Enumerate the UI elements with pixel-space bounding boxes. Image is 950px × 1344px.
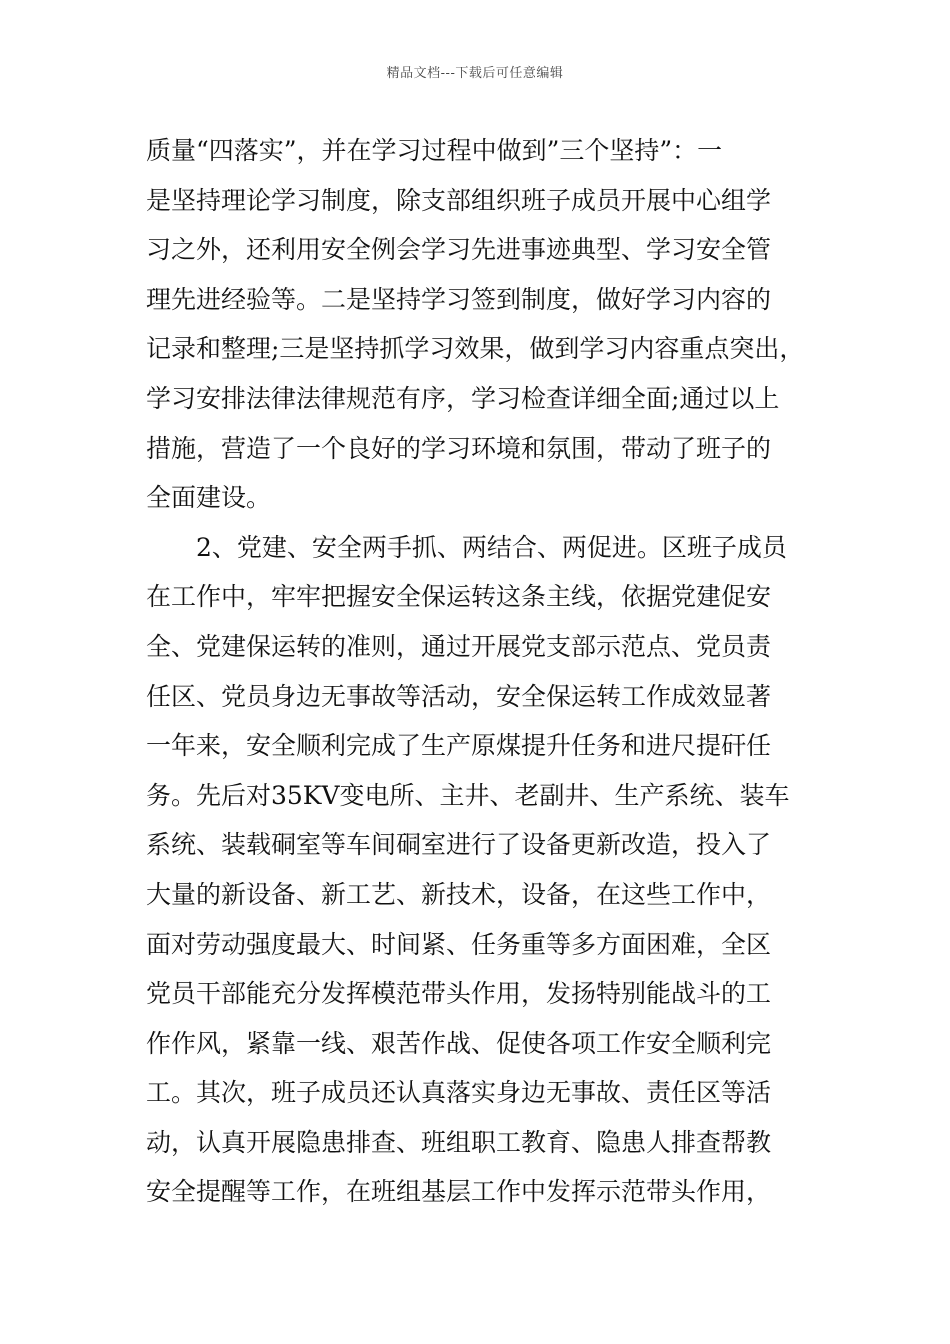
- page-header: 精品文档---下载后可任意编辑: [386, 66, 564, 81]
- text-line: 学习安排法律法律规范有序，学习检查详细全面;通过以上: [146, 383, 780, 413]
- text-line: 大量的新设备、新工艺、新技术，设备，在这些工作中，: [146, 879, 772, 909]
- text-line: 习之外，还利用安全例会学习先进事迹典型、学习安全管: [146, 235, 772, 265]
- text-line: 措施，营造了一个良好的学习环境和氛围，带动了班子的: [146, 433, 772, 463]
- text-line: 工。其次，班子成员还认真落实身边无事故、责任区等活: [146, 1078, 772, 1108]
- text-line: 是坚持理论学习制度，除支部组织班子成员开展中心组学: [146, 185, 772, 215]
- text-line: 2、党建、安全两手抓、两结合、两促进。区班子成员: [196, 532, 787, 562]
- text-line: 安全提醒等工作，在班组基层工作中发挥示范带头作用，: [146, 1177, 772, 1207]
- text-line: 在工作中，牢牢把握安全保运转这条主线，依据党建促安: [146, 582, 772, 612]
- text-line: 务。先后对35KV变电所、主井、老副井、生产系统、装车: [146, 780, 790, 810]
- text-line: 党员干部能充分发挥模范带头作用，发扬特别能战斗的工: [146, 979, 772, 1009]
- text-line: 任区、党员身边无事故等活动，安全保运转工作成效显著: [146, 681, 772, 711]
- text-line: 理先进经验等。二是坚持学习签到制度，做好学习内容的: [146, 284, 772, 314]
- text-line: 一年来，安全顺利完成了生产原煤提升任务和进尺提矸任: [146, 731, 772, 761]
- paragraph-1: [146, 126, 810, 523]
- text-line: 系统、装载硐室等车间硐室进行了设备更新改造，投入了: [146, 830, 772, 860]
- text-line: 动，认真开展隐患排查、班组职工教育、隐患人排查帮教: [146, 1127, 772, 1157]
- text-line: 质量“四落实”，并在学习过程中做到”三个坚持”：一: [146, 136, 723, 165]
- text-line: 面对劳动强度最大、时间紧、任务重等多方面困难，全区: [146, 929, 772, 959]
- text-line: 全面建设。: [146, 483, 272, 513]
- text-line: 作作风，紧靠一线、艰苦作战、促使各项工作安全顺利完: [146, 1028, 772, 1058]
- text-line: 记录和整理;三是坚持抓学习效果，做到学习内容重点突出，: [146, 334, 805, 364]
- text-line: 全、党建保运转的准则，通过开展党支部示范点、党员责: [146, 631, 772, 661]
- document-body: [146, 126, 810, 1217]
- paragraph-2: [146, 523, 810, 1217]
